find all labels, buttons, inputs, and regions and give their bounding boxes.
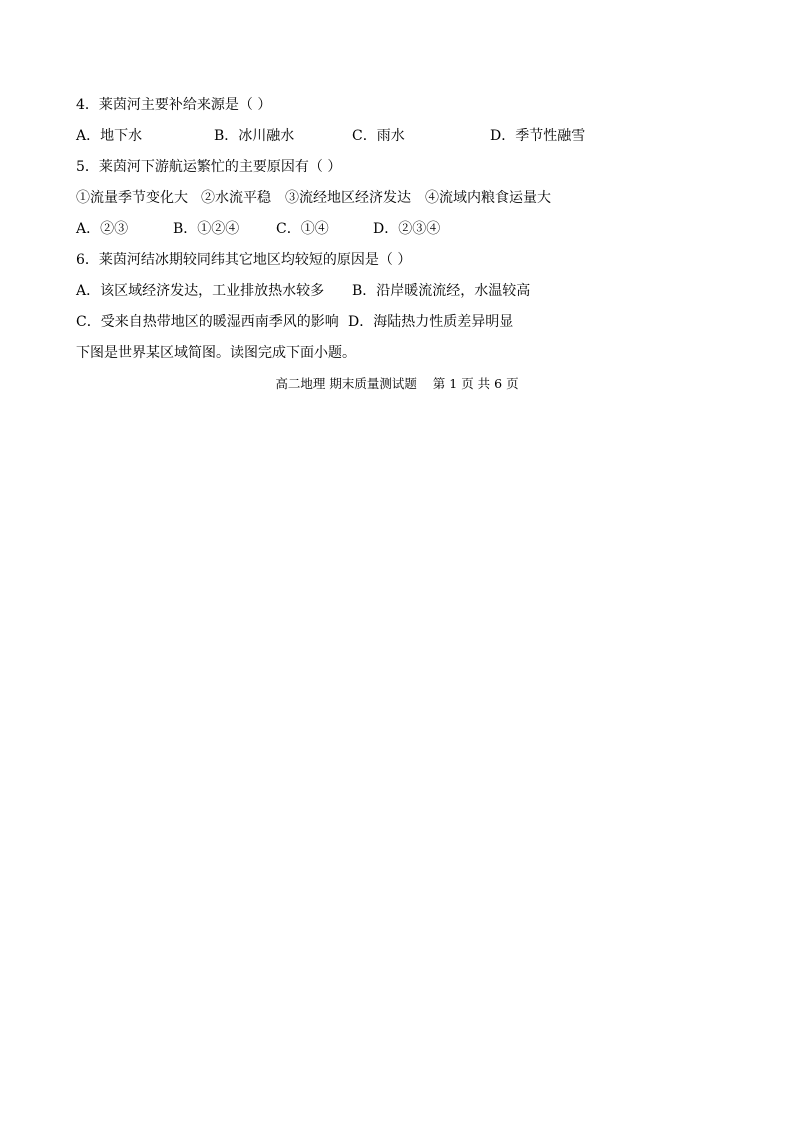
- page-footer: [0, 376, 794, 392]
- question-6-option-a: A．该区域经济发达，工业排放热水较多: [76, 283, 325, 299]
- question-5-option-a: A．②③: [76, 221, 129, 237]
- footer-page-number: 第 1 页 共 6 页: [432, 376, 519, 391]
- map-section-intro: 下图是世界某区域简图。读图完成下面小题。: [76, 345, 356, 361]
- question-5-option-b: B．①②④: [173, 221, 240, 237]
- question-5-statement-4: ④流域内粮食运量大: [425, 190, 551, 206]
- question-6-option-c: C．受来自热带地区的暖湿西南季风的影响: [76, 314, 339, 330]
- question-5-option-c: C．①④: [276, 221, 329, 237]
- question-6-option-b: B．沿岸暖流流经，水温较高: [352, 283, 531, 299]
- question-4-stem: 4．莱茵河主要补给来源是（ ）: [76, 97, 272, 113]
- question-4-option-a: A．地下水: [76, 128, 143, 144]
- question-5-statement-1: ①流量季节变化大: [76, 190, 188, 206]
- question-4-option-d: D．季节性融雪: [490, 128, 586, 144]
- question-6-option-d: D．海陆热力性质差异明显: [348, 314, 514, 330]
- footer-course-title: 高二地理 期末质量测试题: [275, 376, 417, 391]
- question-4-option-c: C．雨水: [352, 128, 405, 144]
- question-4-option-b: B．冰川融水: [214, 128, 295, 144]
- question-5-option-d: D．②③④: [373, 221, 441, 237]
- question-5-stem: 5．莱茵河下游航运繁忙的主要原因有（ ）: [76, 159, 342, 175]
- question-5-statement-3: ③流经地区经济发达: [285, 190, 411, 206]
- footer-spacer: [417, 376, 433, 391]
- question-6-stem: 6．莱茵河结冰期较同纬其它地区均较短的原因是（ ）: [76, 252, 412, 268]
- question-5-statement-2: ②水流平稳: [201, 190, 271, 206]
